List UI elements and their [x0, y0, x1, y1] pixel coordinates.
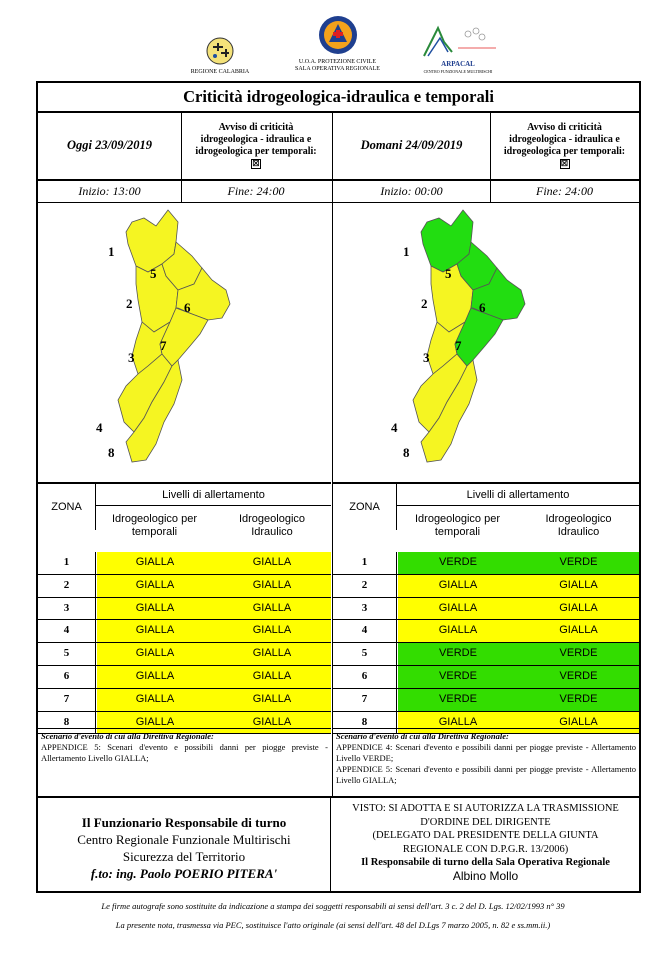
livello-temporali-cell: VERDE [398, 666, 518, 688]
bottom-note-pec: La presente nota, trasmessa via PEC, sostituisce l'atto originale (ai sensi dell'art. 48 del D.Lgs 7 marzo 2005, n. 82 e ss.mm.ii.) [115, 920, 551, 930]
map-zone-label: 7 [160, 338, 167, 353]
livello-temporali-cell: GIALLA [398, 598, 518, 620]
livello-idraulico-cell: GIALLA [213, 575, 331, 597]
zona-number: 3 [38, 598, 96, 620]
protezione-civile-logo [285, 14, 390, 73]
domani-inizio: Inizio: 00:00 [333, 181, 491, 202]
protezione-line2: SALA OPERATIVA REGIONALE [295, 66, 380, 72]
livello-idraulico-cell: VERDE [518, 666, 639, 688]
livello-temporali-cell: GIALLA [398, 712, 518, 734]
avviso-line3: idrogeologica per temporali: [503, 146, 626, 157]
livello-temporali-cell: GIALLA [97, 712, 213, 734]
zona-number: 8 [38, 712, 96, 734]
livello-temporali-cell: GIALLA [97, 552, 213, 574]
visto-line3: (DELEGATO DAL PRESIDENTE DELLA GIUNTA [372, 830, 599, 841]
zona-number: 1 [333, 552, 397, 574]
map-zone-label: 7 [455, 338, 462, 353]
centro-label: Centro Regionale Funzionale Multirischi [77, 832, 291, 847]
domani-time-row [333, 181, 639, 203]
visto-line2: D'ORDINE DEL DIRIGENTE [420, 816, 551, 828]
col2-line2: Idraulico [251, 526, 293, 538]
map-zone-label: 6 [184, 300, 191, 315]
zona-header: ZONA [38, 484, 96, 530]
map-zone-label: 2 [126, 296, 133, 311]
visto-block [332, 798, 639, 893]
regione-calabria-logo [180, 36, 260, 76]
table-row [333, 552, 639, 575]
map-zone-label: 4 [96, 420, 103, 435]
domani-avviso [490, 111, 639, 179]
col-idrogeologico-temporali-header [96, 506, 213, 552]
regione-label: REGIONE CALABRIA [190, 69, 250, 75]
livello-idraulico-cell: GIALLA [518, 712, 639, 734]
regione-crest-icon [205, 36, 235, 66]
livello-temporali-cell: GIALLA [97, 643, 213, 665]
table-row [333, 643, 639, 666]
livello-temporali-cell: GIALLA [97, 620, 213, 642]
oggi-time-row [38, 181, 332, 203]
livello-idraulico-cell: VERDE [518, 643, 639, 665]
map-zone-label: 8 [403, 445, 410, 460]
responsabile-title: Il Responsabile di turno della Sala Operativa Regionale [361, 857, 610, 868]
livello-temporali-cell: VERDE [398, 689, 518, 711]
zona-number: 5 [38, 643, 96, 665]
zona-number: 4 [38, 620, 96, 642]
oggi-header [38, 111, 332, 181]
table-row [38, 620, 331, 643]
arpacal-logo [410, 22, 506, 75]
table-row [38, 643, 331, 666]
avviso-line2: idrogeologica - idraulica e [200, 134, 312, 145]
map-zone-label: 2 [421, 296, 428, 311]
domani-scenario-text2: APPENDICE 5: Scenari d'evento e possibili danni per piogge previste - Allertamento Livello GIALLA; [336, 764, 636, 785]
oggi-calabria-map [38, 204, 332, 482]
livello-temporali-cell: GIALLA [398, 575, 518, 597]
zona-number: 4 [333, 620, 397, 642]
bottom-note-firme: Le firme autografe sono sostituite da indicazione a stampa dei soggetti responsabili ai sensi dell'art. 3 c. 2 del D. Lgs. 12/02/1993 n° 39 [101, 901, 565, 911]
visto-line4: REGIONALE CON D.P.G.R. 13/2006) [402, 843, 569, 855]
livello-temporali-cell: GIALLA [97, 598, 213, 620]
col2-line1: Idrogeologico [238, 513, 306, 525]
scenario-title: Scenario d'evento di cui alla Direttiva Regionale: [336, 731, 509, 741]
livello-temporali-cell: VERDE [398, 643, 518, 665]
avviso-line2: idrogeologica - idraulica e [509, 134, 620, 145]
domani-map [333, 204, 627, 482]
table-row [333, 575, 639, 598]
livello-idraulico-cell: GIALLA [213, 666, 331, 688]
funzionario-title: Il Funzionario Responsabile di turno [81, 815, 287, 830]
zona-number: 2 [38, 575, 96, 597]
livello-idraulico-cell: VERDE [518, 552, 639, 574]
sicurezza-label: Sicurezza del Territorio [122, 849, 246, 864]
map-zone-label: 5 [445, 266, 452, 281]
col-idrogeologico-idraulico-header [518, 506, 639, 552]
livelli-header: Livelli di allertamento [397, 484, 639, 506]
page-title: Criticità idrogeologica-idraulica e temporali [38, 83, 639, 113]
domani-calabria-map [333, 204, 627, 482]
livello-idraulico-cell: GIALLA [213, 712, 331, 734]
funzionario-block [38, 798, 331, 893]
arpacal-sub: CENTRO FUNZIONALE MULTIRISCHI [423, 69, 493, 74]
funzionario-signature: f.to: ing. Paolo POERIO PITERA' [90, 866, 278, 881]
protezione-line1: U.O.A. PROTEZIONE CIVILE [298, 59, 377, 65]
map-zone-label: 1 [403, 244, 410, 259]
livello-idraulico-cell: GIALLA [213, 552, 331, 574]
map-zone-label: 3 [423, 350, 430, 365]
oggi-scenario-text: APPENDICE 5: Scenari d'evento e possibili danni per piogge previste - Allertamento Livello GIALLA; [41, 742, 328, 763]
map-zone-label: 5 [150, 266, 157, 281]
oggi-fine: Fine: 24:00 [227, 184, 285, 198]
livello-idraulico-cell: GIALLA [213, 689, 331, 711]
signature-footer [38, 796, 639, 893]
livello-idraulico-cell: GIALLA [213, 620, 331, 642]
zona-number: 6 [38, 666, 96, 688]
livello-temporali-cell: GIALLA [97, 666, 213, 688]
zona-number: 5 [333, 643, 397, 665]
map-zone-label: 4 [391, 420, 398, 435]
table-row [38, 689, 331, 712]
map-zone-label: 1 [108, 244, 115, 259]
scenario-title: Scenario d'evento di cui alla Direttiva Regionale: [41, 731, 214, 741]
avviso-line1: Avviso di criticità [218, 122, 294, 133]
responsabile-name: Albino Mollo [452, 868, 519, 883]
map-zone-label: 6 [479, 300, 486, 315]
oggi-date: Oggi 23/09/2019 [38, 111, 182, 179]
livello-idraulico-cell: GIALLA [518, 598, 639, 620]
avviso-check-icon: ☒ [560, 159, 569, 168]
table-row [38, 575, 331, 598]
oggi-scenario [38, 728, 331, 796]
arpacal-label: ARPACAL [441, 60, 475, 68]
col-idrogeologico-idraulico-header [213, 506, 331, 552]
zona-header: ZONA [333, 484, 397, 530]
oggi-avviso [181, 111, 331, 179]
domani-date: Domani 24/09/2019 [333, 111, 491, 179]
zona-number: 1 [38, 552, 96, 574]
table-row [333, 598, 639, 621]
zona-number: 8 [333, 712, 397, 734]
table-row [333, 666, 639, 689]
col1-line1: Idrogeologico per [414, 513, 500, 525]
livello-idraulico-cell: GIALLA [518, 575, 639, 597]
col1-line1: Idrogeologico per [111, 513, 197, 525]
livello-idraulico-cell: GIALLA [213, 643, 331, 665]
zona-number: 6 [333, 666, 397, 688]
col1-line2: temporali [434, 526, 481, 538]
domani-alert-table [333, 482, 639, 728]
avviso-check-icon: ☒ [252, 159, 260, 168]
oggi-alert-table [38, 482, 331, 728]
table-row [38, 598, 331, 621]
livello-idraulico-cell: GIALLA [213, 598, 331, 620]
livello-idraulico-cell: VERDE [518, 689, 639, 711]
domani-header [333, 111, 639, 181]
arpacal-mountain-icon [418, 22, 498, 58]
zona-number: 2 [333, 575, 397, 597]
oggi-inizio: Inizio: 13:00 [38, 181, 182, 202]
table-row [333, 689, 639, 712]
avviso-line3: idrogeologica per temporali: [195, 146, 317, 157]
map-zone-label: 8 [108, 445, 115, 460]
visto-line1: VISTO: SI ADOTTA E SI AUTORIZZA LA TRASMISSIONE [352, 803, 619, 814]
livello-temporali-cell: GIALLA [97, 689, 213, 711]
col2-line2: Idraulico [557, 526, 600, 538]
domani-scenario-text1: APPENDICE 4: Scenari d'evento e possibili danni per piogge previste - Allertamento Livello VERDE; [336, 742, 636, 763]
domani-scenario [333, 728, 639, 796]
col2-line1: Idrogeologico [545, 513, 612, 525]
map-zone-label: 3 [128, 350, 135, 365]
protezione-civile-icon [317, 14, 359, 56]
table-row [38, 552, 331, 575]
table-row [38, 666, 331, 689]
livelli-header: Livelli di allertamento [96, 484, 331, 506]
avviso-line1: Avviso di criticità [527, 122, 602, 133]
col1-line2: temporali [131, 526, 178, 538]
domani-fine: Fine: 24:00 [536, 184, 593, 198]
zona-number: 7 [333, 689, 397, 711]
livello-temporali-cell: VERDE [398, 552, 518, 574]
livello-idraulico-cell: GIALLA [518, 620, 639, 642]
zona-number: 3 [333, 598, 397, 620]
zona-number: 7 [38, 689, 96, 711]
oggi-map [38, 204, 332, 482]
logo-header [0, 0, 666, 82]
col-idrogeologico-temporali-header [397, 506, 518, 552]
bulletin-box [36, 81, 641, 893]
livello-temporali-cell: GIALLA [398, 620, 518, 642]
table-row [333, 620, 639, 643]
livello-temporali-cell: GIALLA [97, 575, 213, 597]
